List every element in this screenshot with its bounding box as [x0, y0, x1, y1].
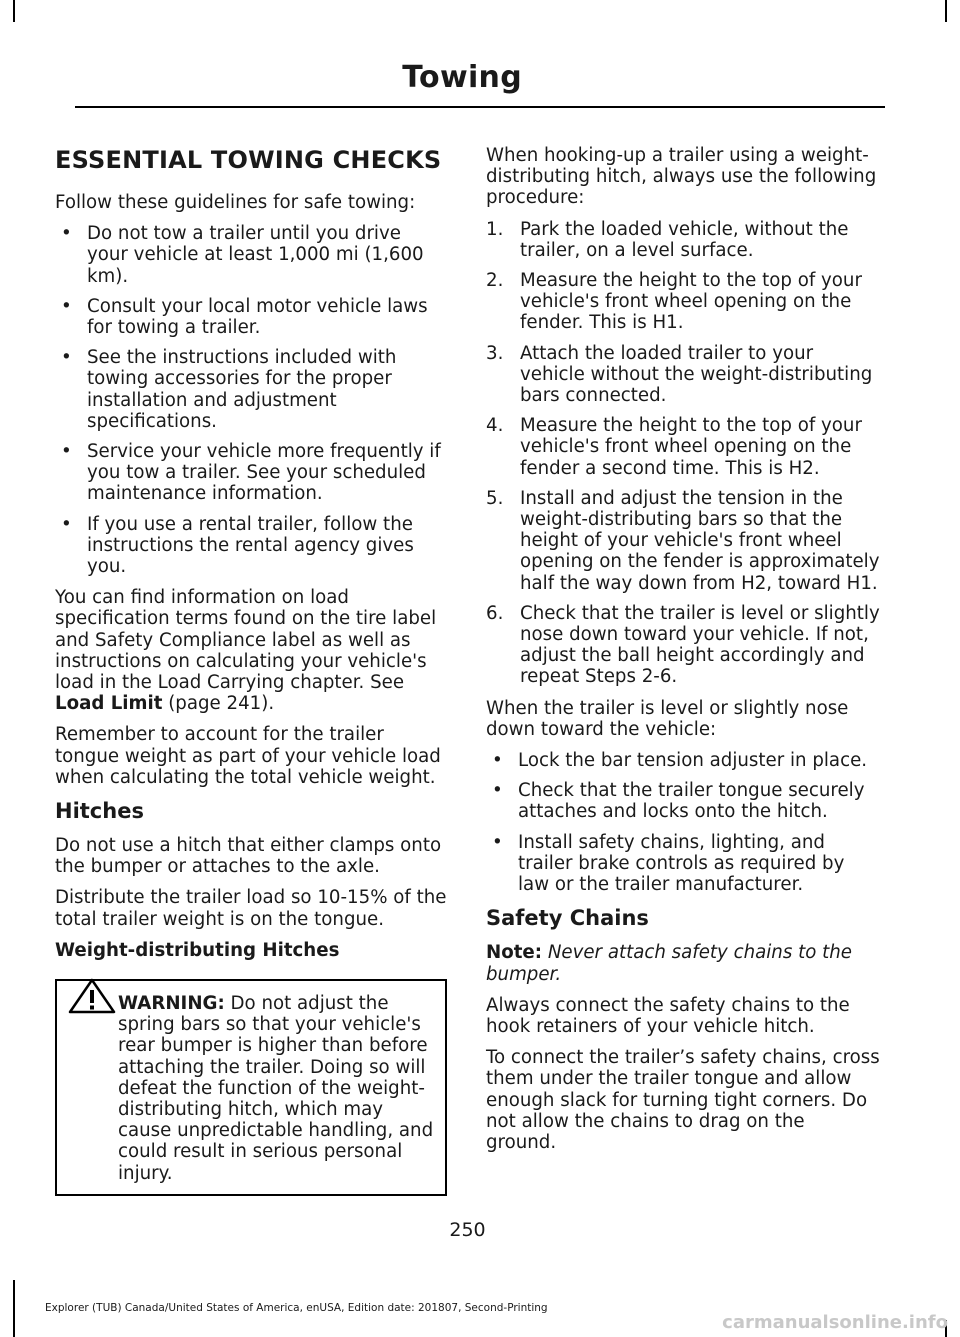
page-number: 250 — [449, 1219, 486, 1241]
page-title: Towing — [402, 60, 522, 95]
right-column — [486, 145, 880, 1163]
step-number: 5. — [486, 487, 504, 509]
warning-text: Do not adjust the spring bars so that your vehicle's rear bumper is higher than before attaching the trailer. Doing so will defeat the function of the weight-distributing hitch, which may cause unpredictable handling, and could result in serious personal injury. — [118, 992, 434, 1184]
crop-mark — [945, 0, 947, 22]
list-item: • Service your vehicle more frequently if you tow a trailer. See your scheduled maintenance information. — [55, 441, 447, 505]
step-item — [486, 488, 880, 594]
procedure-intro: When hooking-up a trailer using a weight-distributing hitch, always use the following procedure: — [486, 145, 877, 209]
step-text: Measure the height to the top of your vehicle's front wheel opening on the fender. This is H1. — [520, 270, 862, 334]
step-number: 4. — [486, 415, 504, 437]
header-divider — [75, 106, 885, 108]
note-paragraph — [486, 942, 880, 984]
wd-hitches-heading: Weight-distributing Hitches — [55, 939, 340, 961]
list-item: • Lock the bar tension adjuster in place. — [486, 750, 880, 771]
step-text: Measure the height to the top of your vehicle's front wheel opening on the fender a second time. This is H2. — [520, 415, 862, 479]
level-paragraph: When the trailer is level or slightly nose down toward the vehicle: — [486, 697, 849, 740]
step-number: 3. — [486, 342, 504, 364]
intro-text: Follow these guidelines for safe towing: — [55, 192, 416, 213]
hitches-paragraph: Distribute the trailer load so 10-15% of the total trailer weight is on the tongue. — [55, 887, 447, 930]
step-text: Attach the loaded trailer to your vehicle without the weight-distributing bars connected. — [520, 342, 873, 407]
step-text: Park the loaded vehicle, without the trailer, on a level surface. — [520, 218, 849, 261]
step-number: 6. — [486, 602, 504, 624]
procedure-steps — [486, 219, 880, 688]
warning-label: WARNING: — [118, 992, 225, 1014]
guideline-list — [55, 223, 447, 577]
step-item — [486, 219, 880, 261]
step-text: Check that the trailer is level or slightly nose down toward your vehicle. If not, adjust the ball height accordingly and repeat Steps 2-6. — [520, 602, 880, 688]
step-number: 1. — [486, 218, 504, 240]
tongue-paragraph: Remember to account for the trailer tongue weight as part of your vehicle load when calculating the total vehicle weight. — [55, 724, 441, 788]
note-text: Never attach safety chains to the bumper. — [486, 942, 852, 985]
step-number: 2. — [486, 270, 504, 292]
step-item — [486, 343, 880, 407]
warning-box — [55, 979, 447, 1196]
watermark: carmanualsonline.info — [722, 1312, 948, 1333]
chains-paragraph: To connect the trailer’s safety chains, cross them under the trailer tongue and allow enough slack for turning tight corners. Do not allow the chains to drag on the ground. — [486, 1047, 880, 1153]
step-item — [486, 270, 880, 334]
note-label: Note: — [486, 942, 543, 964]
hitches-paragraph: Do not use a hitch that either clamps onto the bumper or attaches to the axle. — [55, 835, 442, 878]
footer-text: Explorer (TUB) Canada/United States of America, enUSA, Edition date: 201807, Second-Printing — [45, 1302, 548, 1314]
level-list — [486, 750, 880, 895]
list-item: • If you use a rental trailer, follow the instructions the rental agency gives you. — [55, 514, 447, 578]
step-text: Install and adjust the tension in the weight-distributing bars so that the height of your vehicle's front wheel opening on the fender is approximately half the way down from H2, toward H1. — [520, 487, 880, 594]
warning-triangle-icon — [66, 977, 118, 1015]
chains-paragraph: Always connect the safety chains to the hook retainers of your vehicle hitch. — [486, 994, 850, 1037]
load-text: You can find information on load specification terms found on the tire label and Safety Compliance label as well as instructions on calculating your vehicle's load in the Load Carrying chapter. See — [55, 587, 437, 694]
left-column — [55, 145, 447, 1196]
list-item: • Install safety chains, lighting, and trailer brake controls as required by law or the trailer manufacturer. — [486, 832, 880, 896]
crop-mark — [13, 1280, 15, 1337]
crop-mark — [13, 0, 15, 22]
list-item: • Check that the trailer tongue securely attaches and locks onto the hitch. — [486, 780, 880, 822]
list-item: • See the instructions included with towing accessories for the proper installation and adjustment specifications. — [55, 347, 447, 432]
list-item: • Do not tow a trailer until you drive your vehicle at least 1,000 mi (1,600 km). — [55, 223, 447, 287]
load-page-ref: (page 241). — [162, 693, 275, 715]
section-heading: ESSENTIAL TOWING CHECKS — [55, 146, 442, 174]
step-item — [486, 603, 880, 688]
step-item — [486, 415, 880, 479]
list-item: • Consult your local motor vehicle laws for towing a trailer. — [55, 296, 447, 338]
load-paragraph — [55, 587, 447, 714]
load-limit-link[interactable]: Load Limit — [55, 693, 163, 715]
hitches-heading: Hitches — [55, 799, 144, 824]
safety-chains-heading: Safety Chains — [486, 906, 649, 931]
